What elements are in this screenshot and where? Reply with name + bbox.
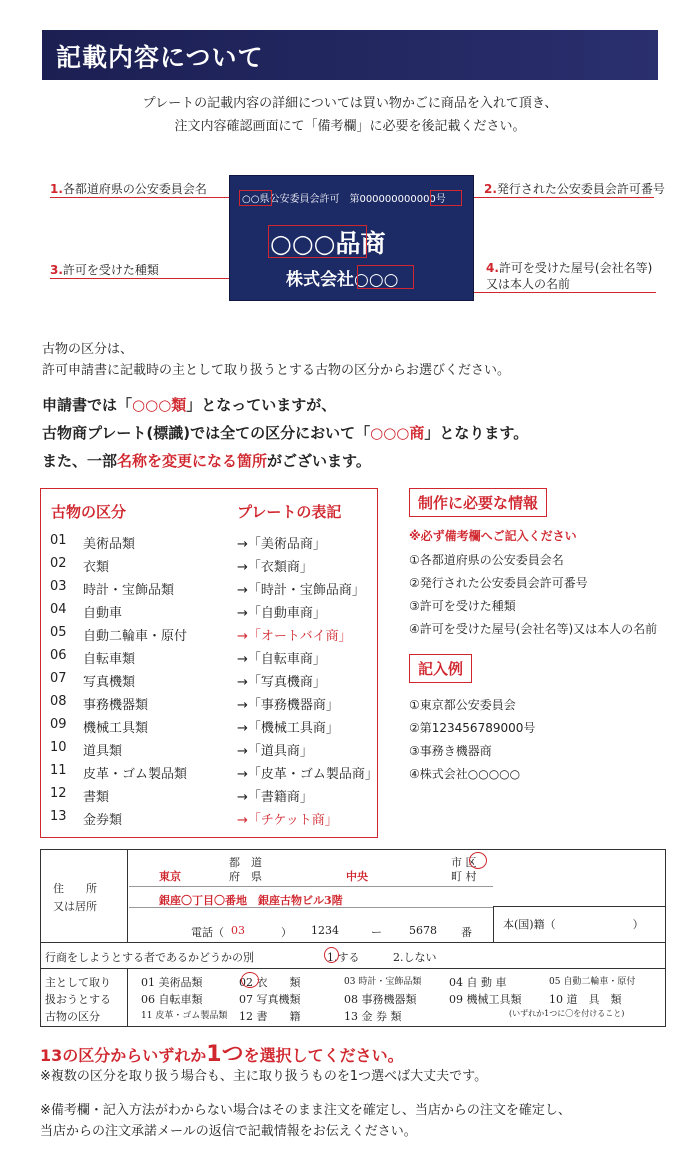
plate-category-line: ○○○品商 bbox=[270, 229, 386, 258]
form-address-label: 住 所 bbox=[53, 882, 97, 895]
form-cat: 11 皮革・ゴム製品類 bbox=[141, 1011, 228, 1021]
form-tel-dash: ー bbox=[371, 926, 382, 939]
category-name: 自転車類 bbox=[83, 652, 136, 667]
form-chouson: 町 村 bbox=[451, 870, 477, 883]
category-header: 古物の区分 bbox=[51, 503, 127, 521]
plate-name: →「美術品商」 bbox=[237, 537, 326, 552]
form-cat: 09 機械工具類 bbox=[449, 993, 522, 1006]
select-instruction: 13の区分からいずれか1つを選択してください。 bbox=[40, 1042, 404, 1067]
form-honseki: 本(国)籍（ ） bbox=[503, 918, 644, 931]
plate-name: →「自動車商」 bbox=[237, 606, 326, 621]
plate-name: →「衣類商」 bbox=[237, 560, 313, 575]
plate-name: →「時計・宝飾品商」 bbox=[237, 583, 365, 598]
form-cat: 01 美術品類 bbox=[141, 976, 203, 989]
category-row bbox=[41, 533, 377, 555]
form-intent-opt2: 2.しない bbox=[393, 951, 437, 964]
category-number: 09 bbox=[50, 717, 67, 732]
form-fuken: 府 県 bbox=[229, 870, 262, 883]
form-cat: 12 書 籍 bbox=[239, 1010, 301, 1023]
required-item: ①各都道府県の公安委員会名 bbox=[409, 553, 564, 567]
form-cat-note: (いずれか1つに〇を付けること) bbox=[509, 1009, 625, 1018]
explain-big-1: 申請書では「○○○類」となっていますが、 bbox=[42, 396, 337, 414]
category-row bbox=[41, 625, 377, 647]
plate-name: →「事務機器商」 bbox=[237, 698, 339, 713]
category-name: 美術品類 bbox=[83, 537, 136, 552]
form-tel-1: 03 bbox=[231, 924, 245, 937]
category-name: 金券類 bbox=[83, 813, 123, 828]
required-item: ②発行された公安委員会許可番号 bbox=[409, 576, 588, 590]
category-name: 道具類 bbox=[83, 744, 123, 759]
form-address-value: 銀座〇丁目〇番地 銀座古物ビル3階 bbox=[159, 894, 343, 907]
category-row bbox=[41, 556, 377, 578]
category-name: 写真機類 bbox=[83, 675, 136, 690]
plate-name: →「書籍商」 bbox=[237, 790, 313, 805]
category-number: 08 bbox=[50, 694, 67, 709]
form-tel-3: 5678 bbox=[409, 924, 437, 937]
plate-name: →「写真機商」 bbox=[237, 675, 326, 690]
label-4: 4.許可を受けた屋号(会社名等) 又は本人の名前 bbox=[486, 261, 653, 291]
form-cat-label-1: 主として取り bbox=[45, 976, 111, 989]
intro-line-2: 注文内容確認画面にて「備考欄」に必要を後記載ください。 bbox=[174, 119, 526, 134]
plate-name: →「自転車商」 bbox=[237, 652, 326, 667]
required-note: ※必ず備考欄へご記入ください bbox=[409, 529, 577, 543]
category-name: 事務機器類 bbox=[83, 698, 149, 713]
form-cat: 04 自 動 車 bbox=[449, 976, 507, 989]
required-item: ③許可を受けた種類 bbox=[409, 599, 516, 613]
form-todo: 都 道 bbox=[229, 856, 262, 869]
form-prefecture-value: 東京 bbox=[159, 870, 181, 883]
form-cat: 03 時計・宝飾品類 bbox=[344, 977, 422, 987]
form-intent-label: 行商をしようとする者であるかどうかの別 bbox=[45, 951, 254, 964]
category-name: 皮革・ゴム製品類 bbox=[83, 767, 188, 782]
form-cat: 08 事務機器類 bbox=[344, 993, 417, 1006]
category-row bbox=[41, 602, 377, 624]
category-number: 01 bbox=[50, 533, 67, 548]
form-tel-label: 電話（ bbox=[191, 926, 224, 939]
category-number: 04 bbox=[50, 602, 67, 617]
application-form-sample bbox=[40, 849, 666, 1027]
form-cat-label-2: 扱おうとする bbox=[45, 993, 111, 1006]
category-row bbox=[41, 786, 377, 808]
form-residence-label: 又は居所 bbox=[53, 900, 97, 913]
category-number: 12 bbox=[50, 786, 67, 801]
section-title: 記載内容について bbox=[56, 43, 264, 72]
plate-name: →「チケット商」 bbox=[237, 813, 338, 828]
required-item: ④許可を受けた屋号(会社名等)又は本人の名前 bbox=[409, 622, 658, 636]
category-row bbox=[41, 763, 377, 785]
plate-name: →「オートバイ商」 bbox=[237, 629, 352, 644]
category-row bbox=[41, 694, 377, 716]
category-name: 自動車 bbox=[83, 606, 123, 621]
plate-name: →「道具商」 bbox=[237, 744, 313, 759]
form-shiku: 市 区 bbox=[451, 856, 477, 869]
form-cat: 13 金 券 類 bbox=[344, 1010, 402, 1023]
category-row bbox=[41, 648, 377, 670]
note-remarks-1: ※備考欄・記入方法がわからない場合はそのまま注文を確定し、当店からの注文を確定し、 bbox=[40, 1103, 571, 1118]
category-number: 10 bbox=[50, 740, 67, 755]
category-name: 時計・宝飾品類 bbox=[83, 583, 175, 598]
form-cat: 07 写真機類 bbox=[239, 993, 301, 1006]
form-cat: 05 自動二輪車・原付 bbox=[549, 977, 636, 987]
category-row bbox=[41, 671, 377, 693]
category-number: 11 bbox=[50, 763, 67, 778]
form-cat: 06 自転車類 bbox=[141, 993, 203, 1006]
label-1: 1.各都道府県の公安委員会名 bbox=[50, 182, 207, 196]
form-cat-label-3: 古物の区分 bbox=[45, 1010, 100, 1023]
note-remarks-2: 当店からの注文承諾メールの返信で記載情報をお伝えください。 bbox=[40, 1124, 417, 1139]
category-number: 07 bbox=[50, 671, 67, 686]
category-number: 02 bbox=[50, 556, 67, 571]
category-name: 自動二輪車・原付 bbox=[83, 629, 188, 644]
form-city-value: 中央 bbox=[346, 870, 368, 883]
example-item: ①東京都公安委員会 bbox=[409, 698, 516, 712]
category-row bbox=[41, 809, 377, 831]
category-number: 05 bbox=[50, 625, 67, 640]
category-number: 13 bbox=[50, 809, 67, 824]
plate-name: →「機械工具商」 bbox=[237, 721, 339, 736]
explain-line-2: 許可申請書に記載時の主として取り扱うとする古物の区分からお選びください。 bbox=[42, 363, 511, 378]
explain-big-3: また、一部名称を変更になる箇所がございます。 bbox=[42, 452, 371, 470]
intro-line-1: プレートの記載内容の詳細については買い物かごに商品を入れて頂き、 bbox=[142, 96, 558, 111]
label-2: 2.発行された公安委員会許可番号 bbox=[484, 182, 665, 196]
label-3: 3.許可を受けた種類 bbox=[50, 263, 159, 277]
category-name: 衣類 bbox=[83, 560, 110, 575]
example-item: ④株式会社○○○○○ bbox=[409, 767, 521, 781]
section-header bbox=[42, 30, 658, 80]
category-number: 03 bbox=[50, 579, 67, 594]
category-number: 06 bbox=[50, 648, 67, 663]
category-row bbox=[41, 717, 377, 739]
form-cat: 10 道 具 類 bbox=[549, 993, 622, 1006]
form-cat: 02 衣 類 bbox=[239, 976, 301, 989]
form-tel-ban: 番 bbox=[461, 926, 472, 939]
required-info-title: 制作に必要な情報 bbox=[409, 488, 547, 517]
plate-company-line: 株式会社○○○ bbox=[286, 270, 399, 290]
category-row bbox=[41, 579, 377, 601]
category-name: 書類 bbox=[83, 790, 110, 805]
plate-license-line: ○○県公安委員会許可 第000000000000号 bbox=[242, 194, 446, 205]
example-item: ③事務き機器商 bbox=[409, 744, 492, 758]
note-multiple: ※複数の区分を取り扱う場合も、主に取り扱うものを1つ選べば大丈夫です。 bbox=[40, 1069, 488, 1084]
form-tel-paren: ） bbox=[281, 926, 292, 939]
plate-sample bbox=[229, 175, 474, 301]
example-title: 記入例 bbox=[409, 654, 472, 683]
plate-name: →「皮革・ゴム製品商」 bbox=[237, 767, 378, 782]
category-row bbox=[41, 740, 377, 762]
category-name: 機械工具類 bbox=[83, 721, 149, 736]
form-intent-opt1: 1.する bbox=[327, 951, 360, 964]
example-item: ②第123456789000号 bbox=[409, 721, 536, 735]
form-tel-2: 1234 bbox=[311, 924, 339, 937]
category-table bbox=[40, 488, 378, 838]
explain-line-1: 古物の区分は、 bbox=[42, 342, 134, 357]
plate-header: プレートの表記 bbox=[237, 503, 342, 521]
explain-big-2: 古物商プレート(標識)では全ての区分において「○○○商」となります。 bbox=[42, 424, 529, 442]
